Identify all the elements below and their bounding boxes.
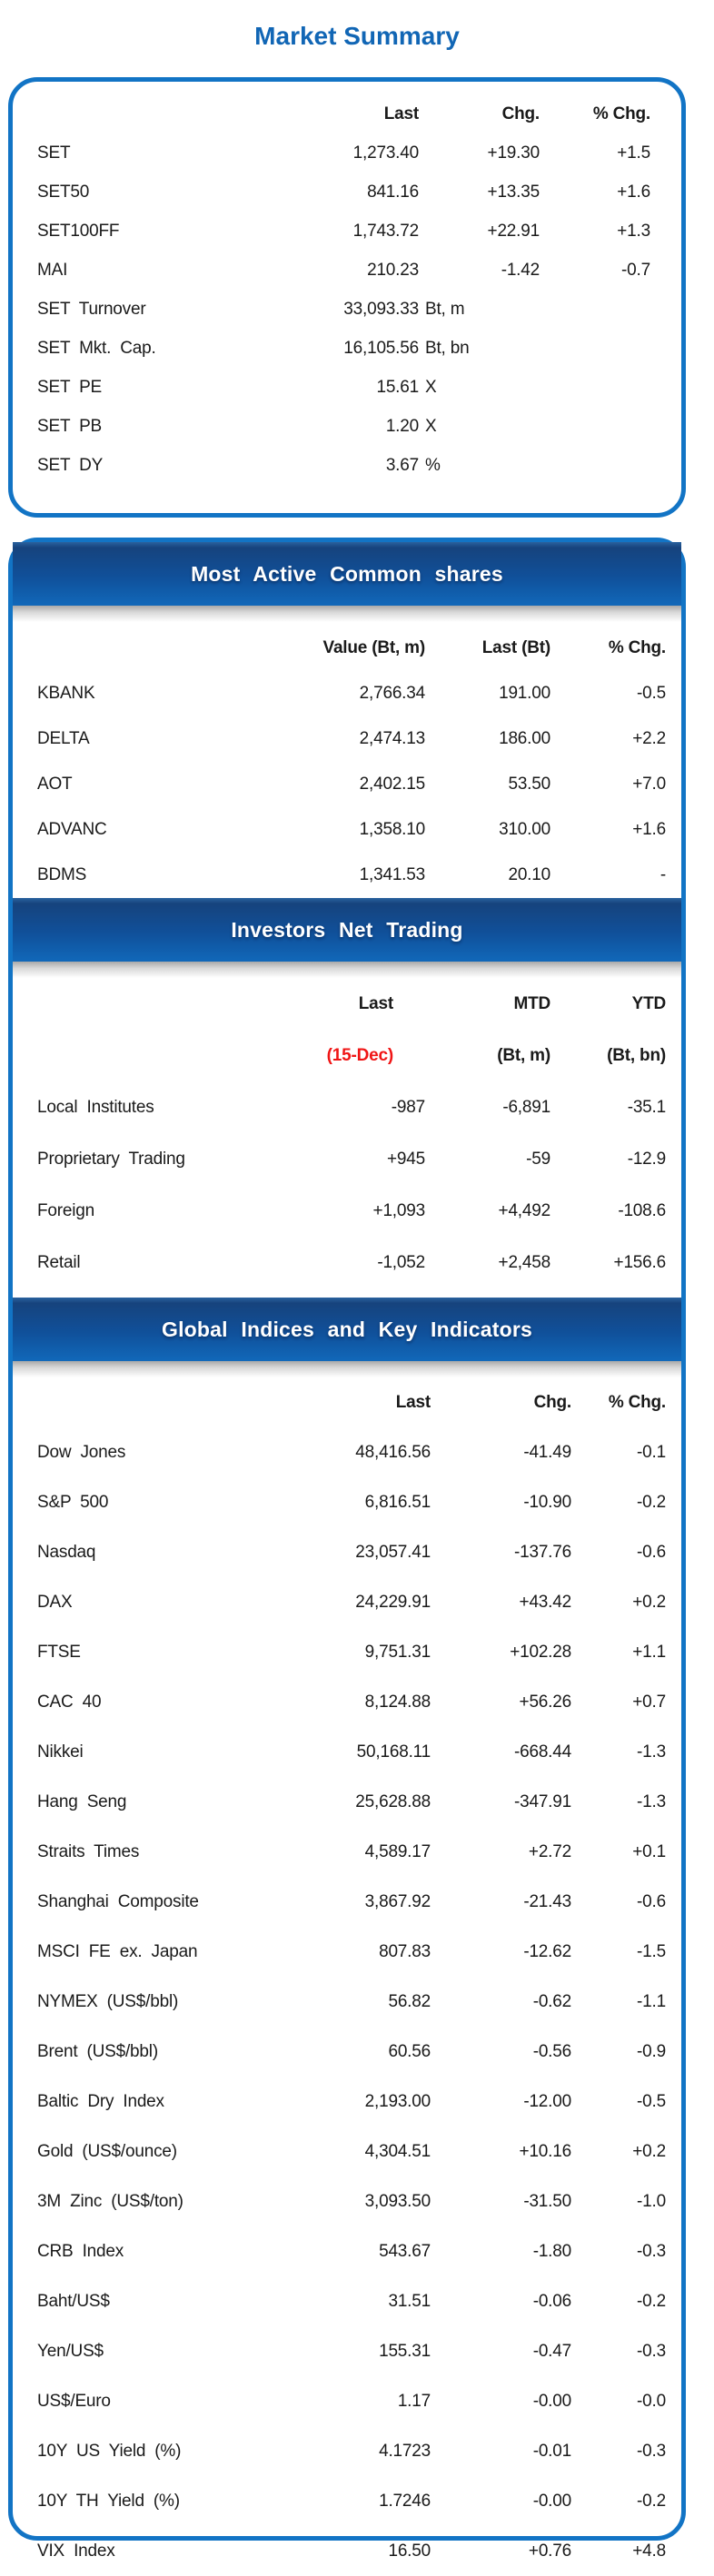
- cell-1: 210.23: [367, 260, 419, 280]
- cell-1: 4,304.51: [364, 2141, 431, 2161]
- row-label: SET PB: [37, 416, 103, 436]
- cell-1: 50,168.11: [356, 1742, 431, 1762]
- cell-1: 1,743.72: [352, 221, 419, 241]
- row-label: ADVANC: [37, 820, 107, 839]
- cell-1: 2,402.15: [359, 775, 425, 794]
- investors-table: [13, 978, 681, 1298]
- cell-1: 6,816.51: [364, 1492, 431, 1512]
- cell-1: +1,093: [372, 1200, 425, 1220]
- cell-3: +2.2: [632, 729, 666, 748]
- global-indices-header-row: [37, 1377, 666, 1427]
- cell-2: -347.91: [513, 1791, 571, 1811]
- cell-3: +7.0: [632, 775, 666, 794]
- row-label: CAC 40: [37, 1692, 102, 1712]
- cell-3: -0.5: [637, 684, 666, 703]
- column-header-pct-chg: % Chg.: [592, 104, 650, 123]
- cell-3: +1.6: [632, 820, 666, 839]
- row-label: BDMS: [37, 865, 87, 884]
- column-header-last: Last (Bt): [481, 638, 550, 657]
- column-header-last: Last: [358, 993, 393, 1013]
- cell-2: -12.00: [523, 2091, 571, 2111]
- table-row: [37, 2077, 666, 2127]
- cell-3: +0.2: [632, 1592, 666, 1612]
- cell-3: -0.5: [637, 2091, 666, 2111]
- cell-3: -35.1: [627, 1097, 666, 1117]
- row-label: Shanghai Composite: [37, 1891, 199, 1911]
- row-label: Baltic Dry Index: [37, 2091, 164, 2111]
- cell-3: +4.8: [632, 2541, 666, 2561]
- row-label: Proprietary Trading: [37, 1149, 185, 1169]
- column-header-mtd: MTD: [513, 993, 550, 1013]
- cell-1: 1.17: [397, 2391, 431, 2411]
- cell-1: 25,628.88: [355, 1791, 431, 1811]
- table-row: [37, 1877, 666, 1927]
- cell-2: -12.62: [523, 1941, 571, 1961]
- row-label: Brent (US$/bbl): [37, 2041, 158, 2061]
- cell-1: 4,589.17: [364, 1841, 431, 1861]
- table-row: [37, 1727, 666, 1777]
- row-label: AOT: [37, 775, 73, 794]
- row-label: SET DY: [37, 455, 104, 475]
- stat-row: [37, 407, 650, 446]
- column-header-chg: Chg.: [501, 104, 540, 123]
- table-row: [37, 807, 666, 853]
- row-label: Gold (US$/ounce): [37, 2141, 177, 2161]
- row-label: US$/Euro: [37, 2391, 111, 2411]
- cell-3: -0.3: [637, 2341, 666, 2361]
- cell-3: -0.2: [637, 2291, 666, 2311]
- cell-2: +102.28: [510, 1642, 571, 1662]
- stat-unit: Bt, m: [425, 299, 465, 319]
- column-header-last: Last: [383, 104, 419, 123]
- table-row: [37, 1081, 666, 1133]
- stat-row: [37, 329, 650, 368]
- cell-2: -31.50: [523, 2191, 571, 2211]
- cell-3: -0.9: [637, 2041, 666, 2061]
- cell-1: 2,474.13: [359, 729, 425, 748]
- row-label: 10Y TH Yield (%): [37, 2491, 180, 2511]
- cell-2: 53.50: [508, 775, 550, 794]
- cell-3: +0.1: [632, 1841, 666, 1861]
- market-summary-box: [8, 77, 686, 518]
- cell-3: -0.0: [637, 2391, 666, 2411]
- table-row: [37, 1237, 666, 1288]
- table-row: [37, 716, 666, 762]
- cell-2: +2.72: [528, 1841, 571, 1861]
- sections-box: [8, 538, 686, 2561]
- row-label: Dow Jones: [37, 1442, 126, 1462]
- cell-3: -0.3: [637, 2441, 666, 2461]
- row-label: SET: [37, 143, 71, 163]
- cell-1: 31.51: [388, 2291, 431, 2311]
- cell-2: +19.30: [487, 143, 540, 163]
- header-shadow: [13, 606, 681, 622]
- row-label: SET100FF: [37, 221, 120, 241]
- table-row: [37, 2176, 666, 2226]
- row-label: SET50: [37, 182, 90, 202]
- cell-2: -0.62: [532, 1991, 571, 2011]
- cell-3: -1.3: [637, 1791, 666, 1811]
- market-summary-header-row: [37, 94, 650, 133]
- table-row: [37, 1477, 666, 1527]
- cell-3: -1.5: [637, 1941, 666, 1961]
- cell-1: 1.7246: [379, 2491, 431, 2511]
- header-shadow: [13, 962, 681, 978]
- cell-2: -59: [526, 1149, 550, 1169]
- row-label: SET Turnover: [37, 299, 146, 319]
- column-header-ytd: YTD: [631, 993, 666, 1013]
- row-label: CRB Index: [37, 2241, 124, 2261]
- table-row: [37, 2426, 666, 2476]
- cell-2: -0.06: [532, 2291, 571, 2311]
- most-active-rows: [37, 671, 666, 898]
- cell-3: -0.7: [621, 260, 650, 280]
- cell-3: -0.2: [637, 1492, 666, 1512]
- market-summary-rows: [37, 133, 650, 290]
- cell-2: 186.00: [499, 729, 550, 748]
- table-row: [37, 1185, 666, 1237]
- row-label: Baht/US$: [37, 2291, 110, 2311]
- table-row: [37, 1827, 666, 1877]
- investors-rows: [37, 1081, 666, 1288]
- cell-1: 841.16: [367, 182, 419, 202]
- table-row: [37, 2476, 666, 2526]
- cell-1: 807.83: [379, 1941, 431, 1961]
- cell-1: -987: [391, 1097, 425, 1117]
- cell-1: 48,416.56: [355, 1442, 431, 1462]
- row-label: SET Mkt. Cap.: [37, 338, 156, 358]
- table-row: [37, 133, 650, 173]
- cell-2: -0.00: [532, 2491, 571, 2511]
- cell-2: -10.90: [523, 1492, 571, 1512]
- table-row: [37, 1627, 666, 1677]
- cell-1: 8,124.88: [364, 1692, 431, 1712]
- cell-1: 24,229.91: [355, 1592, 431, 1612]
- cell-2: -21.43: [523, 1891, 571, 1911]
- column-header-chg: Chg.: [533, 1392, 571, 1412]
- row-label: Retail: [37, 1252, 81, 1272]
- cell-1: 1,341.53: [359, 865, 425, 884]
- cell-3: +156.6: [613, 1252, 666, 1272]
- row-label: DAX: [37, 1592, 73, 1612]
- table-row: [37, 1977, 666, 2027]
- table-row: [37, 1927, 666, 1977]
- column-header-last: Last: [395, 1392, 431, 1412]
- row-label: Local Institutes: [37, 1097, 154, 1117]
- cell-2: -1.42: [501, 260, 540, 280]
- table-row: [37, 1527, 666, 1577]
- cell-1: 16.50: [388, 2541, 431, 2561]
- cell-2: +0.76: [528, 2541, 571, 2561]
- cell-3: -108.6: [618, 1200, 666, 1220]
- cell-1: 56.82: [388, 1991, 431, 2011]
- table-row: [37, 212, 650, 251]
- cell-1: -1,052: [377, 1252, 425, 1272]
- table-row: [37, 2127, 666, 2176]
- cell-1: 1,358.10: [359, 820, 425, 839]
- cell-3: +0.7: [632, 1692, 666, 1712]
- subheader-mtd-unit: (Bt, m): [497, 1045, 550, 1065]
- table-row: [37, 1577, 666, 1627]
- row-label: Nasdaq: [37, 1542, 96, 1562]
- stat-value: 15.61: [376, 377, 419, 397]
- stat-value: 16,105.56: [343, 338, 419, 358]
- stat-unit: X: [425, 416, 437, 436]
- most-active-table: [13, 622, 681, 898]
- cell-1: 4.1723: [379, 2441, 431, 2461]
- market-summary-stats: [37, 290, 650, 485]
- cell-2: -137.76: [513, 1542, 571, 1562]
- stat-unit: X: [425, 377, 437, 397]
- cell-3: -0.3: [637, 2241, 666, 2261]
- global-indices-rows: [37, 1427, 666, 2576]
- row-label: VIX Index: [37, 2541, 115, 2561]
- cell-1: 155.31: [379, 2341, 431, 2361]
- column-header-value: Value (Bt, m): [322, 638, 425, 657]
- row-label: SET PE: [37, 377, 103, 397]
- cell-2: +22.91: [487, 221, 540, 241]
- cell-2: -41.49: [523, 1442, 571, 1462]
- stat-unit: %: [425, 455, 441, 475]
- most-active-header-row: [37, 626, 666, 671]
- page-title: Market Summary: [254, 22, 460, 50]
- cell-3: +1.5: [617, 143, 650, 163]
- cell-3: +0.2: [632, 2141, 666, 2161]
- cell-2: -6,891: [502, 1097, 550, 1117]
- cell-3: -12.9: [627, 1149, 666, 1169]
- cell-2: 310.00: [499, 820, 550, 839]
- cell-1: 3,867.92: [364, 1891, 431, 1911]
- row-label: Hang Seng: [37, 1791, 127, 1811]
- header-shadow: [13, 1361, 681, 1377]
- cell-2: -0.01: [532, 2441, 571, 2461]
- table-row: [37, 2326, 666, 2376]
- cell-1: 23,057.41: [355, 1542, 431, 1562]
- table-row: [37, 1677, 666, 1727]
- section-title: Global Indices and Key Indicators: [162, 1317, 532, 1341]
- cell-1: 543.67: [379, 2241, 431, 2261]
- cell-2: +2,458: [498, 1252, 550, 1272]
- investors-subheader-row: [37, 1030, 666, 1081]
- cell-3: -0.6: [637, 1542, 666, 1562]
- row-label: Foreign: [37, 1200, 95, 1220]
- investors-header-row: [37, 978, 666, 1030]
- table-row: [37, 2276, 666, 2326]
- row-label: DELTA: [37, 729, 90, 748]
- cell-1: 9,751.31: [364, 1642, 431, 1662]
- row-label: FTSE: [37, 1642, 81, 1662]
- table-row: [37, 853, 666, 898]
- subheader-ytd-unit: (Bt, bn): [607, 1045, 666, 1065]
- cell-3: -1.1: [637, 1991, 666, 2011]
- section-header-most-active: [13, 542, 681, 606]
- section-title: Most Active Common shares: [191, 561, 503, 586]
- section-header-investors: [13, 898, 681, 962]
- table-row: [37, 671, 666, 716]
- stat-row: [37, 446, 650, 485]
- row-label: MAI: [37, 260, 68, 280]
- cell-3: -0.6: [637, 1891, 666, 1911]
- table-row: [37, 2027, 666, 2077]
- cell-2: +4,492: [498, 1200, 550, 1220]
- table-row: [37, 2526, 666, 2576]
- cell-2: +56.26: [519, 1692, 571, 1712]
- stat-row: [37, 368, 650, 407]
- cell-1: 1,273.40: [352, 143, 419, 163]
- cell-2: +10.16: [519, 2141, 571, 2161]
- table-row: [37, 2376, 666, 2426]
- row-label: MSCI FE ex. Japan: [37, 1941, 198, 1961]
- row-label: 3M Zinc (US$/ton): [37, 2191, 183, 2211]
- row-label: 10Y US Yield (%): [37, 2441, 182, 2461]
- row-label: NYMEX (US$/bbl): [37, 1991, 179, 2011]
- cell-3: -1.0: [637, 2191, 666, 2211]
- cell-3: -1.3: [637, 1742, 666, 1762]
- table-row: [37, 1427, 666, 1477]
- cell-3: -0.2: [637, 2491, 666, 2511]
- table-row: [37, 2226, 666, 2276]
- cell-3: +1.3: [617, 221, 650, 241]
- stat-row: [37, 290, 650, 329]
- cell-2: 191.00: [499, 684, 550, 703]
- stat-unit: Bt, bn: [425, 338, 470, 358]
- table-row: [37, 1133, 666, 1185]
- cell-2: -668.44: [513, 1742, 571, 1762]
- cell-2: +13.35: [487, 182, 540, 202]
- table-row: [37, 1777, 666, 1827]
- cell-3: -0.1: [637, 1442, 666, 1462]
- cell-3: +1.1: [632, 1642, 666, 1662]
- cell-2: +43.42: [519, 1592, 571, 1612]
- cell-2: -0.47: [532, 2341, 571, 2361]
- row-label: S&P 500: [37, 1492, 109, 1512]
- subheader-date: (15-Dec): [326, 1045, 393, 1065]
- column-header-pct-chg: % Chg.: [608, 1392, 666, 1412]
- stat-value: 3.67: [385, 455, 419, 475]
- global-indices-table: [13, 1377, 681, 2576]
- table-row: [37, 762, 666, 807]
- column-header-pct-chg: % Chg.: [608, 638, 666, 657]
- cell-1: +945: [387, 1149, 425, 1169]
- section-title: Investors Net Trading: [231, 917, 463, 942]
- row-label: Straits Times: [37, 1841, 140, 1861]
- cell-2: 20.10: [508, 865, 550, 884]
- cell-3: -: [659, 865, 666, 884]
- row-label: Yen/US$: [37, 2341, 104, 2361]
- stat-value: 1.20: [385, 416, 419, 436]
- cell-2: -0.56: [532, 2041, 571, 2061]
- cell-1: 2,193.00: [364, 2091, 431, 2111]
- section-header-global-indices: [13, 1298, 681, 1361]
- cell-2: -1.80: [532, 2241, 571, 2261]
- table-row: [37, 173, 650, 212]
- table-row: [37, 251, 650, 290]
- stat-value: 33,093.33: [343, 299, 419, 319]
- cell-2: -0.00: [532, 2391, 571, 2411]
- cell-1: 2,766.34: [359, 684, 425, 703]
- cell-1: 3,093.50: [364, 2191, 431, 2211]
- cell-3: +1.6: [617, 182, 650, 202]
- cell-1: 60.56: [388, 2041, 431, 2061]
- row-label: Nikkei: [37, 1742, 84, 1762]
- row-label: KBANK: [37, 684, 95, 703]
